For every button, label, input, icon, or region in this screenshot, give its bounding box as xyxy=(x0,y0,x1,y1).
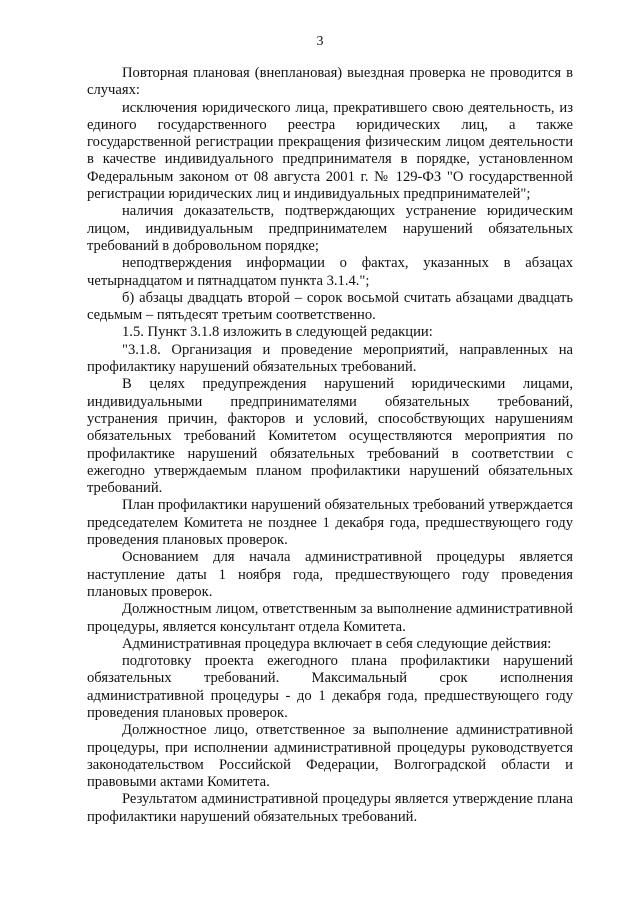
document-body xyxy=(87,65,573,826)
page-number: 3 xyxy=(316,34,324,49)
paragraph: 1.5. Пункт 3.1.8 изложить в следующей редакции: xyxy=(122,324,433,341)
paragraph: В целях предупреждения нарушений юридическими лицами, индивидуальными предпринимателями обязательных требований, устранения причин, факторов и условий, способствующих нарушениям обязательных требований Комитетом осуществляются мероприятия по профилактике нарушений обязательных требований в соответствии с ежегодно утверждаемым планом профилактики нарушений обязательных требований. xyxy=(87,376,573,497)
paragraph: Должностным лицом, ответственным за выполнение административной процедуры, является консультант отдела Комитета. xyxy=(87,601,573,635)
paragraph: Административная процедура включает в себя следующие действия: xyxy=(122,635,552,652)
paragraph: исключения юридического лица, прекратившего свою деятельность, из единого государственного реестра юридических лиц, а также государственной регистрации прекращения физическим лицом деятельности в качестве индивидуального предпринимателя в порядке, установленном Федеральным законом от 08 августа 2001 г. № 129-ФЗ "О государственной регистрации юридических лиц и индивидуальных предпринимателей"; xyxy=(87,99,573,203)
paragraph: подготовку проекта ежегодного плана профилактики нарушений обязательных требований. Максимальный срок исполнения административной процедуры - до 1 декабря года, предшествующего году проведения плановых проверок. xyxy=(87,653,573,721)
paragraph: Должностное лицо, ответственное за выполнение административной процедуры, при исполнении административной процедуры руководствуется законодательством Российской Федерации, Волгоградской области и правовыми актами Комитета. xyxy=(87,722,573,791)
paragraph: План профилактики нарушений обязательных требований утверждается председателем Комитета не позднее 1 декабря года, предшествующего году проведения плановых проверок. xyxy=(87,497,573,549)
paragraph: "3.1.8. Организация и проведение мероприятий, направленных на профилактику нарушений обязательных требований. xyxy=(87,341,573,376)
paragraph: б) абзацы двадцать второй – сорок восьмой считать абзацами двадцать седьмым – пятьдесят третьим соответственно. xyxy=(87,289,573,324)
paragraph: наличия доказательств, подтверждающих устранение юридическим лицом, индивидуальным предпринимателем нарушений обязательных требований в добровольном порядке; xyxy=(87,203,573,254)
paragraph: неподтверждения информации о фактах, указанных в абзацах четырнадцатом и пятнадцатом пункта 3.1.4."; xyxy=(87,255,573,289)
paragraph: Повторная плановая (внеплановая) выездная проверка не проводится в случаях: xyxy=(87,65,573,99)
paragraph: Результатом административной процедуры является утверждение плана профилактики нарушений обязательных требований. xyxy=(87,791,573,825)
paragraph: Основанием для начала административной процедуры является наступление даты 1 ноября года, предшествующего году проведения плановых проверок. xyxy=(87,549,573,600)
